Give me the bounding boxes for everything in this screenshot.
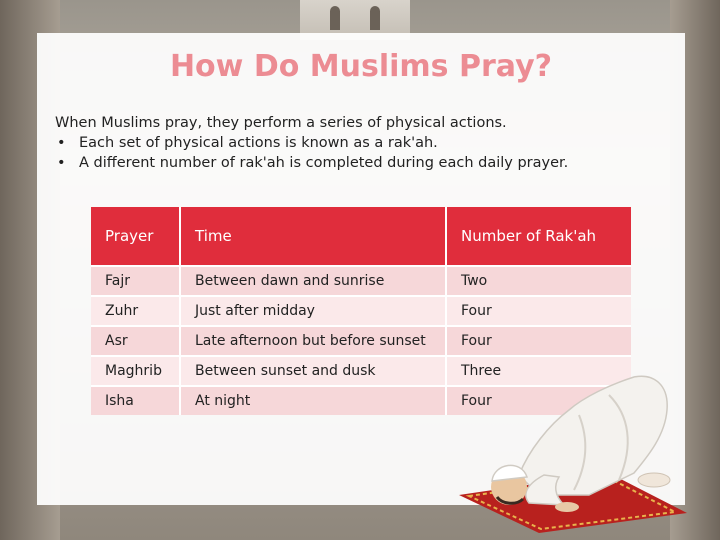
- prayer-time: Late afternoon but before sunset: [180, 326, 446, 356]
- prayer-time: Between sunset and dusk: [180, 356, 446, 386]
- header-rakah: Number of Rak'ah: [446, 207, 631, 266]
- slide-title: How Do Muslims Pray?: [169, 49, 553, 84]
- bullet-dot: •: [57, 155, 66, 171]
- prayer-rakah: Four: [446, 326, 631, 356]
- bullet-text: Each set of physical actions is known as a rak'ah.: [79, 135, 438, 151]
- prayer-rakah: Four: [446, 386, 631, 415]
- prayer-time: Just after midday: [180, 296, 446, 326]
- prayer-rakah: Four: [446, 296, 631, 326]
- prayer-time: Between dawn and sunrise: [180, 266, 446, 296]
- intro-line: When Muslims pray, they perform a series of physical actions.: [55, 115, 507, 131]
- prayer-rakah: Two: [446, 266, 631, 296]
- bullet-dot: •: [57, 135, 66, 151]
- feet: [638, 473, 670, 487]
- prayer-rakah: Three: [446, 356, 631, 386]
- bullet-text: A different number of rak'ah is completed during each daily prayer.: [79, 155, 569, 171]
- prayer-time: At night: [180, 386, 446, 415]
- prayer-name: Isha: [91, 386, 180, 415]
- content-panel: [37, 33, 685, 505]
- bullet-item: [55, 153, 675, 173]
- table-header-row: [91, 207, 631, 266]
- hands: [555, 502, 579, 512]
- bullet-item: [55, 133, 675, 153]
- praying-person-icon: [459, 355, 689, 533]
- prayer-name: Asr: [91, 326, 180, 356]
- table-row: [91, 326, 631, 356]
- intro-text: [55, 113, 675, 173]
- header-prayer: Prayer: [91, 207, 180, 266]
- prayer-name: Zuhr: [91, 296, 180, 326]
- table-row: [91, 296, 631, 326]
- prayer-name: Fajr: [91, 266, 180, 296]
- header-time: Time: [180, 207, 446, 266]
- prayer-name: Maghrib: [91, 356, 180, 386]
- table-row: [91, 266, 631, 296]
